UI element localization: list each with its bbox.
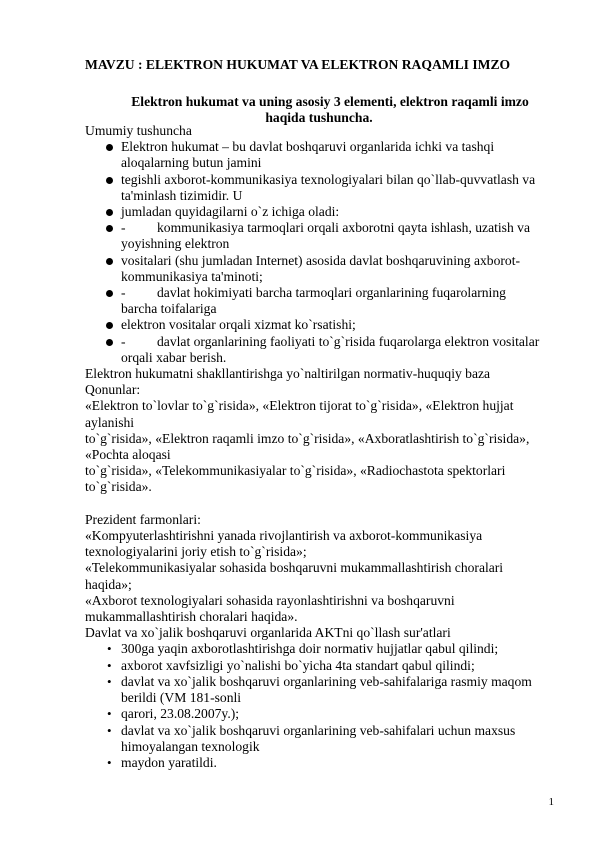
list-item-text (121, 285, 553, 301)
decrees-section (85, 512, 553, 642)
list-item-text: himoyalangan texnologik (121, 738, 260, 754)
list-item (85, 658, 553, 674)
list-item-text: barcha toifalariga (121, 301, 217, 317)
list-item (85, 253, 553, 285)
list-item-text: Elektron hukumat – bu davlat boshqaruvi organlarida ichki va tashqi (121, 139, 495, 155)
list-item (85, 334, 553, 366)
list-item (85, 220, 553, 252)
dash-marker: - (121, 285, 126, 301)
ict-stats-list (85, 641, 553, 771)
text-line: Elektron hukumatni shakllantirishga yo`naltirilgan normativ-huquqiy baza (85, 366, 491, 382)
list-item-text: davlat va xo`jalik boshqaruvi organlarining veb-sahifalari uchun maxsus (121, 722, 516, 738)
list-item (85, 723, 553, 755)
bullet-icon: • (107, 722, 112, 738)
list-item-line: kommunikasiya tarmoqlari orqali axborotni qayta ishlash, uzatish va (157, 220, 530, 236)
list-item (85, 317, 553, 333)
bullet-icon: • (107, 673, 112, 689)
list-item-text (121, 220, 553, 236)
text-line: haqida»; (85, 576, 132, 592)
bullet-dot-icon (106, 209, 113, 216)
bullet-icon: • (107, 754, 112, 770)
bullet-dot-icon (106, 225, 113, 232)
list-item-text: yoyishning elektron (121, 236, 230, 252)
list-item-text: tegishli axborot-kommunikasiya texnologiyalari bilan qo`llab-quvvatlash va (121, 171, 536, 187)
dash-marker: - (121, 220, 126, 236)
text-line: mukammallashtirish choralari haqida». (85, 609, 298, 625)
text-line: «Kompyuterlashtirishni yanada rivojlantirish va axborot-kommunikasiya (85, 528, 483, 544)
list-item-text: elektron vositalar orqali xizmat ko`rsatishi; (121, 317, 356, 333)
bullet-icon: • (107, 657, 112, 673)
subtitle-line-1: Elektron hukumat va uning asosiy 3 elementi, elektron raqamli imzo (131, 94, 529, 109)
bullet-dot-icon (106, 144, 113, 151)
list-item (85, 139, 553, 171)
list-item-text: axborot xavfsizligi yo`nalishi bo`yicha 4ta standart qabul qilindi; (121, 657, 475, 673)
list-item-line: davlat organlarining faoliyati to`g`risida fuqarolarga elektron vositalar (157, 333, 540, 349)
list-item-text: orqali xabar berish. (121, 349, 227, 365)
document-subtitle (85, 94, 553, 126)
legal-base-section (85, 366, 553, 496)
text-line: aylanishi (85, 414, 135, 430)
list-item-text: vositalari (shu jumladan Internet) asosida davlat boshqaruvining axborot- (121, 252, 521, 268)
list-item-text: kommunikasiya ta'minoti; (121, 268, 263, 284)
list-item-text: aloqalarning butun jamini (121, 155, 262, 171)
bullet-dot-icon (106, 290, 113, 297)
list-item-text (121, 334, 553, 350)
spacer (85, 496, 553, 512)
list-item (85, 641, 553, 657)
list-item-text: ta'minlash tizimidir. U (121, 187, 243, 203)
list-item-line: davlat hokimiyati barcha tarmoqlari organlarining fuqarolarning (157, 285, 506, 301)
definition-list (85, 139, 553, 366)
bullet-icon: • (107, 706, 112, 722)
list-item (85, 285, 553, 317)
section-heading: Umumiy tushuncha (85, 123, 192, 138)
dash-marker: - (121, 333, 126, 349)
subtitle-line-2: haqida tushuncha. (265, 110, 373, 126)
bullet-icon: • (107, 641, 112, 657)
page-number: 1 (548, 796, 554, 808)
document-body (85, 123, 553, 771)
text-line: Prezident farmonlari: (85, 511, 201, 527)
list-item-text: jumladan quyidagilarni o`z ichiga oladi: (121, 204, 340, 220)
list-item (85, 755, 553, 771)
list-item-text: berildi (VM 181-sonli (121, 690, 242, 706)
text-line: «Axborot texnologiyalari sohasida rayonlashtirishni va boshqaruvni (85, 592, 455, 608)
text-line: to`g`risida». (85, 479, 152, 495)
list-item-text: qarori, 23.08.2007y.); (121, 706, 240, 722)
bullet-dot-icon (106, 258, 113, 265)
text-line: «Elektron to`lovlar to`g`risida», «Elektron tijorat to`g`risida», «Elektron hujjat (85, 398, 514, 414)
text-line: to`g`risida», «Telekommunikasiyalar to`g`risida», «Radiochastota spektorlari (85, 463, 506, 479)
text-line: «Pochta aloqasi (85, 447, 171, 463)
document-title: MAVZU : ELEKTRON HUKUMAT VA ELEKTRON RAQAMLI IMZO (85, 57, 511, 72)
text-line: texnologiyalarini joriy etish to`g`risida»; (85, 544, 307, 560)
text-line: to`g`risida», «Elektron raqamli imzo to`g`risida», «Axboratlashtirish to`g`risida», (85, 430, 530, 446)
list-item (85, 172, 553, 204)
bullet-dot-icon (106, 322, 113, 329)
text-line: «Telekommunikasiyalar sohasida boshqaruvni mukammallashtirish choralari (85, 560, 504, 576)
text-line: Qonunlar: (85, 382, 141, 398)
list-item (85, 706, 553, 722)
list-item (85, 674, 553, 706)
list-item-text: maydon yaratildi. (121, 754, 217, 770)
list-item-text: 300ga yaqin axborotlashtirishga doir normativ hujjatlar qabul qilindi; (121, 641, 499, 657)
list-item-text: davlat va xo`jalik boshqaruvi organlarining veb-sahifalariga rasmiy maqom (121, 673, 532, 689)
bullet-dot-icon (106, 339, 113, 346)
text-line: Davlat va xo`jalik boshqaruvi organlarida AKTni qo`llash sur'atlari (85, 625, 451, 641)
bullet-dot-icon (106, 177, 113, 184)
list-item (85, 204, 553, 220)
